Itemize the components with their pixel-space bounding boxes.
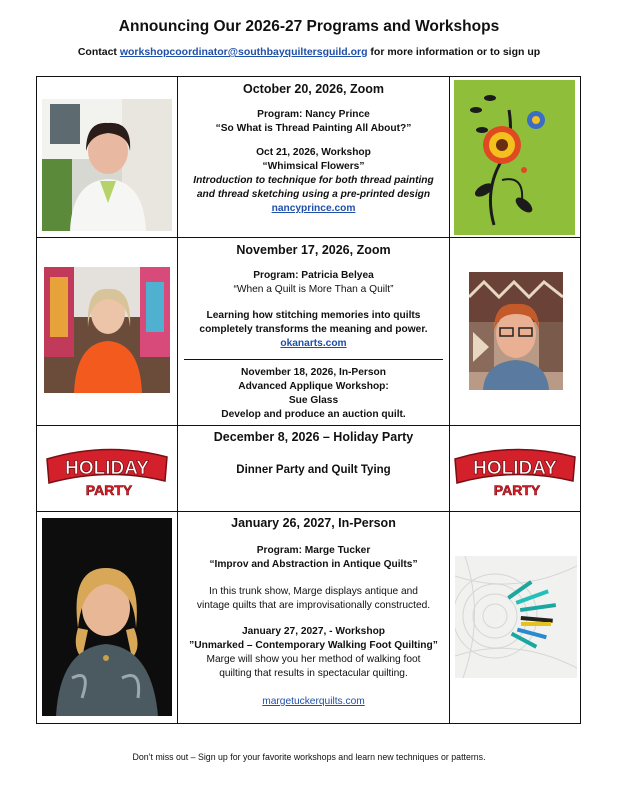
workshop-description: Introduction to technique for both thread painting <box>193 175 434 186</box>
photo-cell-patricia <box>37 238 178 426</box>
program-title: “Improv and Abstraction in Antique Quilts” <box>209 559 418 570</box>
sue-glass-photo <box>469 272 563 390</box>
okanarts-link[interactable]: okanarts.com <box>280 338 347 349</box>
event-description: Dinner Party and Quilt Tying <box>236 464 391 476</box>
nancy-prince-photo <box>42 99 172 231</box>
workshop-description: Develop and produce an auction quilt. <box>221 409 406 420</box>
workshop-date: January 27, 2027, - Workshop <box>241 626 386 637</box>
holiday-party-logo <box>453 439 577 499</box>
holiday-party-logo <box>45 439 169 499</box>
holiday-logo-cell-right <box>450 426 581 512</box>
program-details-december <box>178 426 450 512</box>
workshop-teacher: Sue Glass <box>288 395 339 406</box>
program-row-november <box>37 238 581 426</box>
holiday-logo-text-top: HOLIDAY <box>65 457 149 479</box>
flower-image-cell <box>450 77 581 238</box>
workshop-date: Oct 21, 2026, Workshop <box>256 147 371 158</box>
holiday-logo-text-bottom: PARTY <box>493 481 541 498</box>
program-row-december <box>37 426 581 512</box>
workshop-description-2: and thread sketching using a pre-printed design <box>196 189 431 200</box>
event-date: December 8, 2026 – Holiday Party <box>213 430 414 444</box>
event-date: January 26, 2027, In-Person <box>231 516 396 530</box>
workshop-description-2: quilting that results in spectacular quilting. <box>219 668 408 679</box>
contact-email-link[interactable]: workshopcoordinator@southbayquiltersguild.org <box>119 46 368 58</box>
programs-table <box>36 76 581 724</box>
program-details-november <box>178 238 450 426</box>
program-description-2: completely transforms the meaning and power. <box>199 324 428 335</box>
contact-suffix: for more information or to sign up <box>367 46 541 58</box>
thread-painted-flower-image <box>454 80 575 235</box>
photo-cell-marge <box>37 512 178 724</box>
program-title: “So What is Thread Painting All About?” <box>215 123 412 134</box>
quilt-image-cell <box>450 512 581 724</box>
photo-cell-nancy <box>37 77 178 238</box>
program-speaker: Program: Marge Tucker <box>256 545 371 556</box>
program-details-january <box>178 512 450 724</box>
program-description-2: vintage quilts that are improvisationally constructed. <box>196 600 431 611</box>
program-row-january <box>37 512 581 724</box>
workshop-date: November 18, 2026, In-Person <box>241 367 386 378</box>
margetuckerquilts-link[interactable]: margetuckerquilts.com <box>262 696 365 707</box>
workshop-title: “Whimsical Flowers” <box>262 161 365 172</box>
workshop-description: Marge will show you her method of walking foot <box>206 654 421 665</box>
program-row-october <box>37 77 581 238</box>
photo-cell-sue <box>450 238 581 426</box>
program-description: In this trunk show, Marge displays antique and <box>209 586 418 597</box>
program-title: “When a Quilt is More Than a Quilt” <box>233 284 394 295</box>
program-speaker: Program: Nancy Prince <box>257 109 370 120</box>
nancyprince-link[interactable]: nancyprince.com <box>271 203 356 214</box>
contact-prefix: Contact <box>77 46 120 58</box>
program-description: Learning how stitching memories into quilts <box>206 310 421 321</box>
event-date: November 17, 2026, Zoom <box>236 243 391 257</box>
holiday-logo-text-bottom: PARTY <box>85 481 133 498</box>
page-title: Announcing Our 2026-27 Programs and Workshops <box>118 18 500 35</box>
event-date: October 20, 2026, Zoom <box>242 82 385 96</box>
patricia-belyea-photo <box>44 267 170 393</box>
workshop-title: ”Unmarked – Contemporary Walking Foot Quilting” <box>189 640 438 651</box>
contact-line <box>0 46 618 58</box>
footer-note: Don’t miss out – Sign up for your favorite workshops and learn new techniques or patterns. <box>132 752 486 762</box>
walking-foot-quilt-image <box>455 556 577 678</box>
workshop-title: Advanced Applique Workshop: <box>238 381 389 392</box>
marge-tucker-photo <box>42 518 172 716</box>
program-speaker: Program: Patricia Belyea <box>253 270 374 281</box>
section-divider <box>184 359 443 360</box>
program-details-october <box>178 77 450 238</box>
holiday-logo-cell-left <box>37 426 178 512</box>
holiday-logo-text-top: HOLIDAY <box>473 457 557 479</box>
